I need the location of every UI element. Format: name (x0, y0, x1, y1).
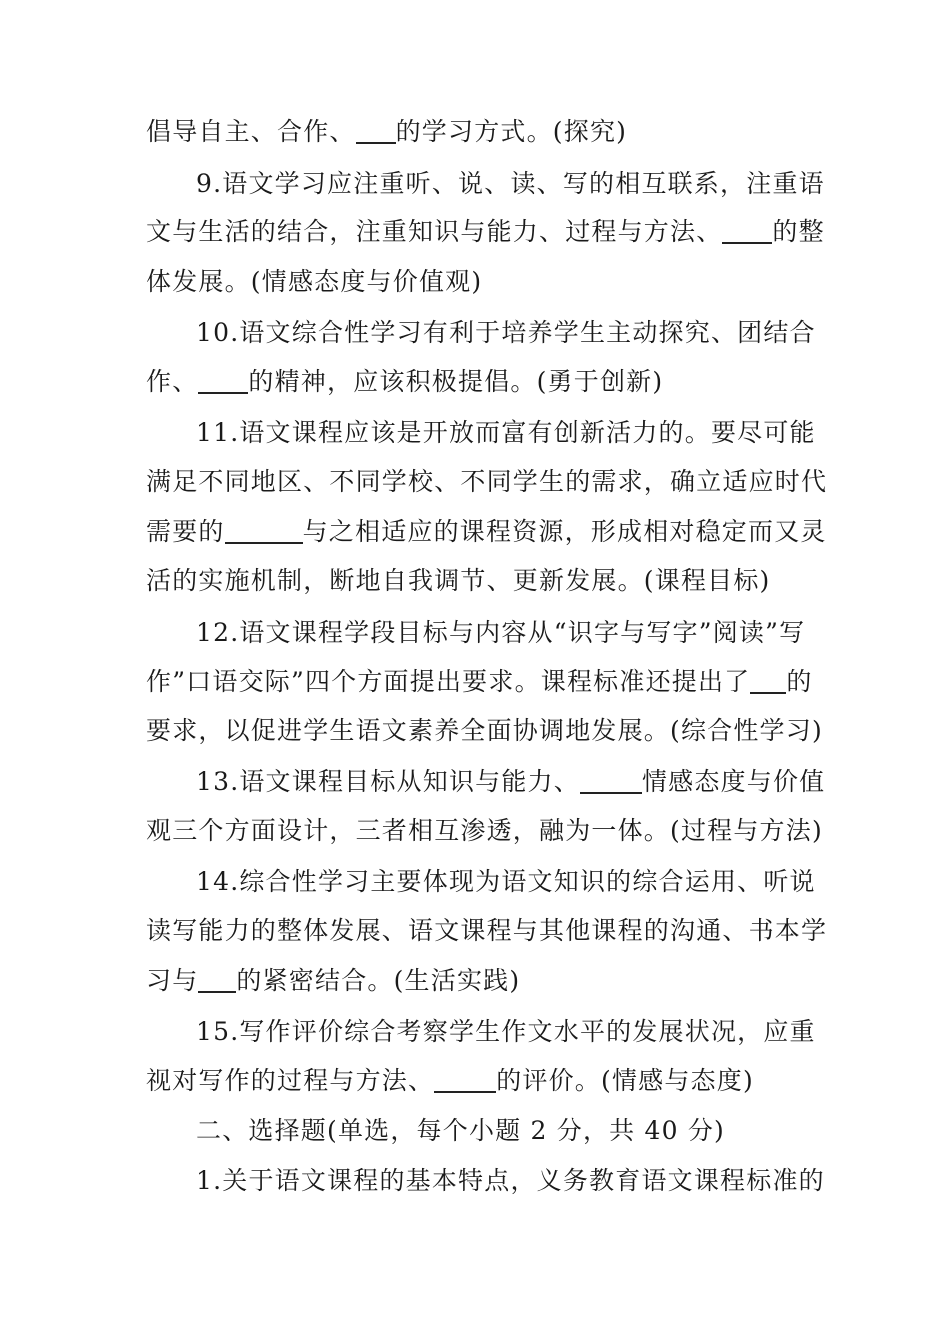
text-line: 倡导自主、合作、 的学习方式。(探究) (146, 117, 628, 146)
question-9-line: 9.语文学习应注重听、说、读、写的相互联系，注重语 (196, 169, 825, 198)
text-line: 体发展。(情感态度与价值观) (146, 267, 483, 296)
text-line: 需要的 与之相适应的课程资源，形成相对稳定而又灵 (146, 517, 827, 546)
text-line: 视对写作的过程与方法、 的评价。(情感与态度) (146, 1066, 754, 1095)
question-10-line: 10.语文综合性学习有利于培养学生主动探究、团结合 (196, 318, 816, 347)
question-13-line: 13.语文课程目标从知识与能力、 情感态度与价值 (196, 767, 826, 796)
fill-in-blank (722, 218, 772, 244)
fill-in-blank (198, 368, 248, 394)
fill-in-blank (750, 668, 786, 694)
text-line: 活的实施机制，断地自我调节、更新发展。(课程目标) (146, 566, 771, 595)
text-line: 文与生活的结合，注重知识与能力、过程与方法、 的整 (146, 217, 825, 246)
fill-in-blank (225, 518, 303, 544)
section-heading: 二、选择题(单选，每个小题 2 分，共 40 分) (196, 1116, 726, 1145)
fill-in-blank (434, 1067, 496, 1093)
text-line: 作、 的精神，应该积极提倡。(勇于创新) (146, 367, 664, 396)
question-14-line: 14.综合性学习主要体现为语文知识的综合运用、听说 (196, 867, 816, 896)
fill-in-blank (356, 118, 396, 144)
text-line: 读写能力的整体发展、语文课程与其他课程的沟通、书本学 (146, 916, 828, 945)
fill-in-blank (580, 768, 642, 794)
text-line: 要求，以促进学生语文素养全面协调地发展。(综合性学习) (146, 716, 823, 745)
text-line: 作”口语交际”四个方面提出要求。课程标准还提出了 的 (146, 667, 813, 696)
text-line: 习与 的紧密结合。(生活实践) (146, 966, 521, 995)
fill-in-blank (198, 967, 236, 993)
text-line: 观三个方面设计，三者相互渗透，融为一体。(过程与方法) (146, 816, 823, 845)
question-1-line: 1.关于语文课程的基本特点，义务教育语文课程标准的 (196, 1166, 825, 1195)
question-11-line: 11.语文课程应该是开放而富有创新活力的。要尽可能 (196, 418, 816, 447)
question-12-line: 12.语文课程学段目标与内容从“识字与写字”阅读”写 (196, 618, 806, 647)
question-15-line: 15.写作评价综合考察学生作文水平的发展状况，应重 (196, 1017, 816, 1046)
text-line: 满足不同地区、不同学校、不同学生的需求，确立适应时代 (146, 467, 828, 496)
